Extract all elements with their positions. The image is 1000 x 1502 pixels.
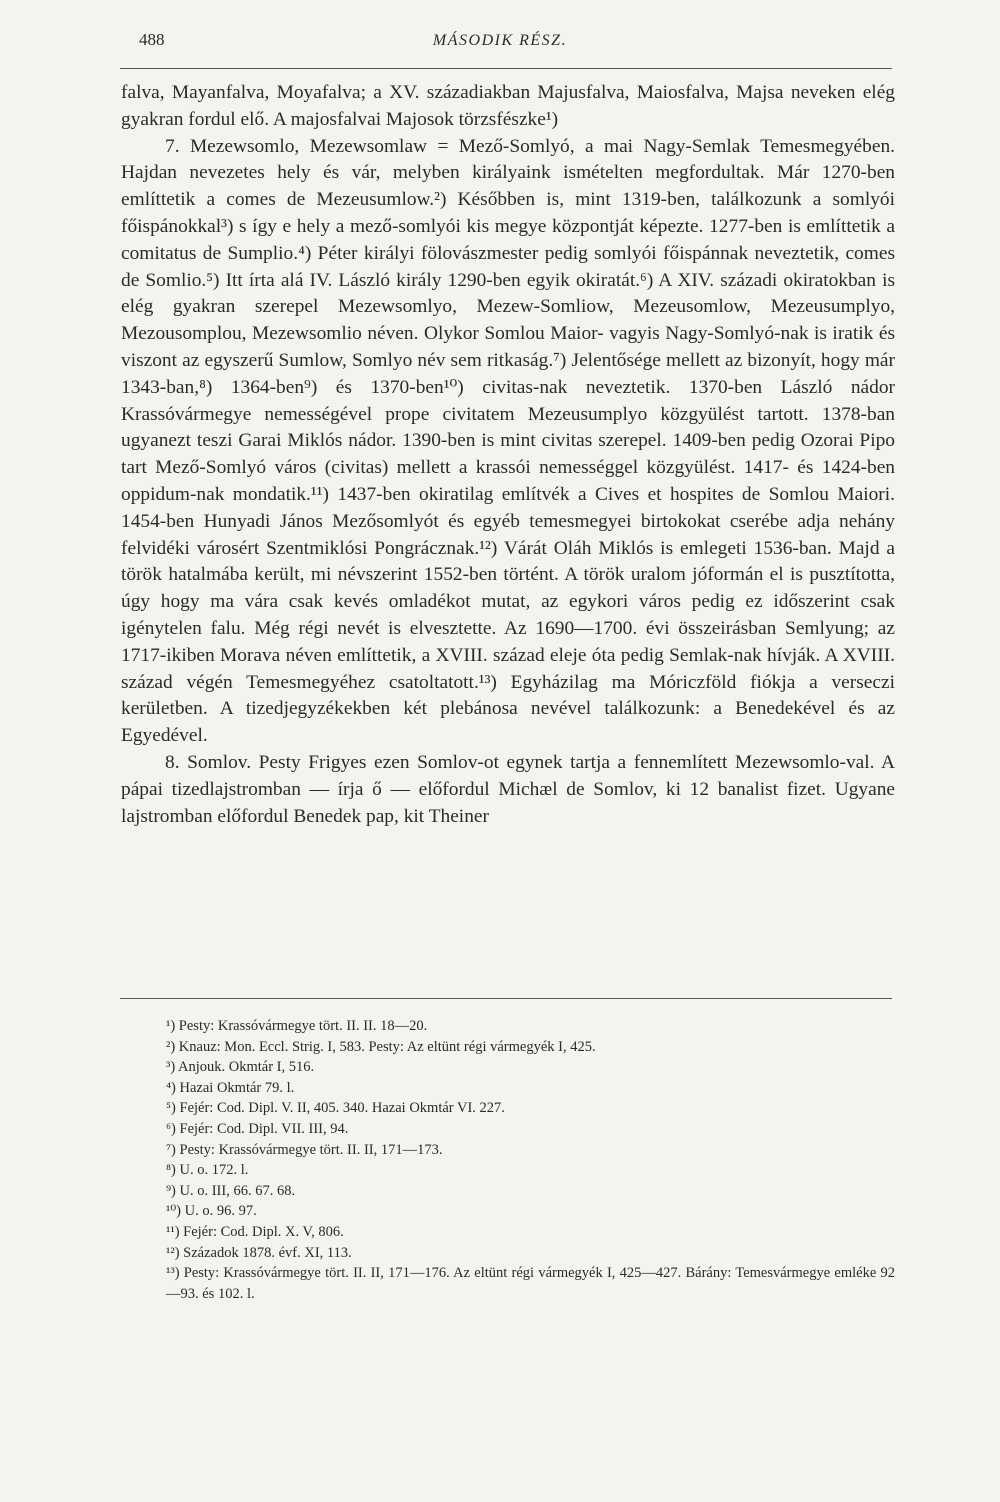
running-title: MÁSODIK RÉSZ. [432,32,568,49]
footnote: ⁸) U. o. 172. l. [166,1162,249,1179]
footnote: ²) Knauz: Mon. Eccl. Strig. I, 583. Pesty: Az eltünt régi vármegyék I, 425. [166,1038,596,1055]
paragraph-2: 7. Mezewsomlo, Mezewsomlaw = Mező-Somlyó, a mai Nagy-Semlak Temesmegyében. Hajdan nevezetes hely és vár, melyben királyaink ismételten megfordultak. Már 1270-ben említtetik a comes de Mezeusumlow.²) Későbben is, mint 1319-ben, találkozunk a somlyói főispánokkal³) s így e hely a mező-somlyói kis megye központját képezte. 1277-ben is említtetik a comitatus de Sumplio.⁴) Péter királyi fölovászmester pedig somlyói főispánnak neveztetik, comes de Somlio.⁵) Itt írta alá IV. László király 1290-ben egyik okiratát.⁶) A XIV. századi okiratokban is elég gyakran szerepel Mezewsomlyo, Mezew-Somliow, Mezeusomlow, Mezeusumplyo, Mezousomplou, Mezewsomlio néven. Olykor Somlou Maior- vagyis Nagy-Somlyó-nak is iratik és viszont az egyszerű Sumlow, Somlyo név sem ritkaság.⁷) Jelentősége mellett az bizonyít, hogy már 1343-ban,⁸) 1364-ben⁹) és 1370-ben¹⁰) civitas-nak neveztetik. 1370-ben László nádor Krassóvármegye nemességével prope civitatem Mezeusumplyo közgyülést tartott. 1378-ban ugyanezt teszi Garai Miklós nádor. 1390-ben is mint civitas szerepel. 1409-ben pedig Ozorai Pipo tart Mező-Somlyó város (civitas) mellett a krassói nemességgel közgyülést. 1417- és 1424-ben oppidum-nak mondatik.¹¹) 1437-ben okiratilag említvék a Cives et hospites de Somlou Maiori. 1454-ben Hunyadi János Mezősomlyót és egyéb temesmegyei birtokokat cserébe adja nehány felvidéki városért Szentmiklósi Pongrácznak.¹²) Várát Oláh Miklós is emlegeti 1536-ban. Majd a török hatalmába került, mi névszerint 1552-ben történt. A török uralom jóformán el is pusztította, úgy hogy ma vára csak kevés omladékot mutat, az egykori város pedig ez időszerint csak igénytelen falu. Még régi nevét is elvesztette. Az 1690—1700. évi összeirásban Semlyung; az 1717-ikiben Morava néven említtetik, a XVIII. század eleje óta pedig Semlak-nak hívják. A XVIII. század végén Temesmegyéhez csatoltatott.¹³) Egyházilag ma Móriczföld fiókja a verseczi kerületben. A tizedjegyzékekben két plebánosa nevével találkozunk: a Benedekével és az Egyedével. [121,135,895,747]
page-number: 488 [139,30,165,49]
paragraph-1: falva, Mayanfalva, Moyafalva; a XV. századiakban Majusfalva, Maiosfalva, Majsa neveken elég gyakran fordul elő. A majosfalvai Majosok törzsfészke¹) [121,82,895,130]
footnote: ⁴) Hazai Okmtár 79. l. [166,1079,295,1096]
body-text [121,80,895,830]
footnote: ¹²) Századok 1878. évf. XI, 113. [166,1244,352,1261]
footnote: ⁷) Pesty: Krassóvármegye tört. II. II, 171—173. [166,1141,443,1158]
footnote: ⁶) Fejér: Cod. Dipl. VII. III, 94. [166,1120,349,1137]
footnote: ¹) Pesty: Krassóvármegye tört. II. II. 18—20. [166,1018,428,1034]
footnote-rule [120,998,892,999]
footnote: ⁹) U. o. III, 66. 67. 68. [166,1182,296,1199]
footnote: ⁵) Fejér: Cod. Dipl. V. II, 405. 340. Hazai Okmtár VI. 227. [166,1100,505,1117]
paragraph-3: 8. Somlov. Pesty Frigyes ezen Somlov-ot egynek tartja a fennemlített Mezewsomlo-val. A pápai tizedlajstromban — írja ő — előfordul Michæl de Somlov, ki 12 banalist fizet. Ugyane lajstromban előfordul Benedek pap, kit Theiner [121,751,895,827]
header-rule [120,68,892,69]
footnotes [121,1016,895,1304]
footnote: ¹³) Pesty: Krassóvármegye tört. II. II, 171—176. Az eltünt régi vármegyék I, 425—427. Bárány: Temesvármegye emléke 92—93. és 102. l. [166,1265,895,1302]
footnote: ³) Anjouk. Okmtár I, 516. [166,1059,315,1076]
footnote: ¹⁰) U. o. 96. 97. [166,1203,257,1220]
footnote: ¹¹) Fejér: Cod. Dipl. X. V, 806. [166,1223,344,1240]
